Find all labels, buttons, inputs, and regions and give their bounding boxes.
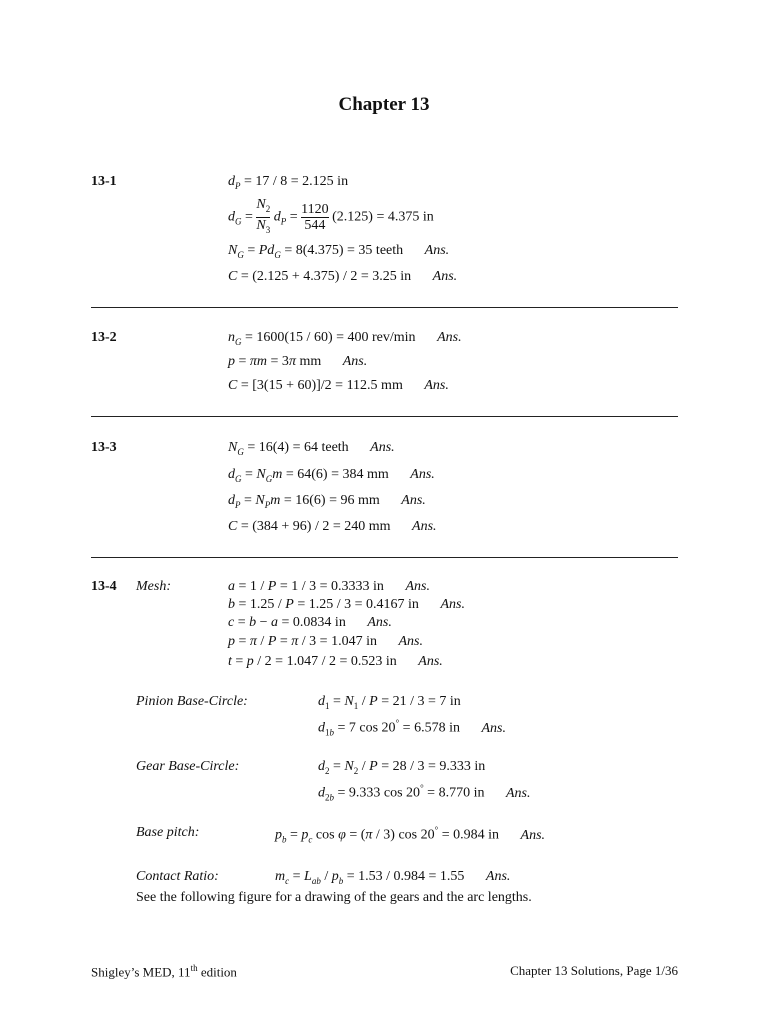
pinion-base-circle-label: Pinion Base-Circle: bbox=[136, 694, 248, 709]
eq-13-1-line-1: $d_P = 17 / 8 = 2.125$ in bbox=[228, 174, 349, 191]
ans-label: Ans. bbox=[424, 378, 449, 393]
divider bbox=[91, 557, 678, 558]
ans-label: Ans. bbox=[367, 615, 392, 630]
ans-label: Ans. bbox=[505, 785, 531, 801]
mesh-label: Mesh: bbox=[136, 579, 171, 594]
eq-13-4-base-pitch: $p_b = p_c$ cos φ = (π / 3) cos 20° = 0.984 in Ans. bbox=[275, 825, 546, 845]
eq-13-4-mesh-line-1: a = 1 / P = 1 / 3 = 0.3333 in Ans. bbox=[228, 579, 430, 594]
eq-13-2-line-3: C = [3(15 + 60)]/2 = 112.5 mm Ans. bbox=[228, 378, 449, 393]
ans-label: Ans. bbox=[405, 579, 430, 594]
eq-13-4-mesh-line-4: p = π / P = π / 3 = 1.047 in Ans. bbox=[228, 634, 423, 649]
eq-13-3-line-1: $N_G = 16(4) = 64$ teeth Ans. bbox=[228, 440, 395, 457]
footer-book: Shigley’s MED, 11 bbox=[91, 964, 191, 980]
figure-note: See the following figure for a drawing of the gears and the arc lengths. bbox=[136, 890, 532, 905]
contact-ratio-label: Contact Ratio: bbox=[136, 869, 219, 884]
divider bbox=[91, 416, 678, 417]
eq-13-4-mesh-line-3: c = b − a = 0.0834 in Ans. bbox=[228, 615, 392, 630]
gear-base-circle-label: Gear Base-Circle: bbox=[136, 759, 240, 774]
eq-13-4-mesh-line-5: t = p / 2 = 1.047 / 2 = 0.523 in Ans. bbox=[228, 654, 443, 669]
ans-label: Ans. bbox=[481, 720, 506, 736]
eq-13-3-line-4: C = (384 + 96) / 2 = 240 mm Ans. bbox=[228, 519, 437, 534]
ans-label: Ans. bbox=[418, 654, 443, 669]
problem-number-13-1: 13-1 bbox=[91, 174, 117, 189]
ans-label: Ans. bbox=[412, 519, 437, 534]
ans-label: Ans. bbox=[437, 330, 462, 345]
ans-label: Ans. bbox=[370, 440, 395, 455]
ans-label: Ans. bbox=[485, 869, 511, 884]
eq-13-4-gear-line-1: $d_2 = N_2 / P = 28 / 3 = 9.333$ in bbox=[318, 759, 486, 776]
eq-13-4-contact-ratio: $m_c = L_{ab} / p_b = 1.53 / 0.984 = 1.55$ Ans. bbox=[275, 869, 511, 886]
ans-label: Ans. bbox=[410, 467, 435, 482]
eq-13-4-pinion-line-1: $d_1 = N_1 / P = 21 / 3 = 7$ in bbox=[318, 694, 461, 711]
ans-label: Ans. bbox=[401, 493, 426, 508]
divider bbox=[91, 307, 678, 308]
eq-13-1-line-3: $N_G = Pd_G = 8(4.375) = 35$ teeth Ans. bbox=[228, 243, 450, 260]
chapter-title: Chapter 13 bbox=[338, 94, 430, 115]
eq-13-2-line-2: p = πm = 3π mm Ans. bbox=[228, 354, 368, 369]
base-pitch-label: Base pitch: bbox=[136, 825, 200, 840]
eq-13-2-line-1: $n_G = 1600(15 / 60) = 400$ rev/min Ans. bbox=[228, 330, 462, 347]
footer-right: Chapter 13 Solutions, Page 1/36 bbox=[510, 963, 678, 978]
footer-edition: edition bbox=[197, 964, 237, 980]
footer-left bbox=[91, 963, 237, 980]
problem-number-13-2: 13-2 bbox=[91, 330, 117, 345]
ans-label: Ans. bbox=[440, 597, 465, 612]
ans-label: Ans. bbox=[424, 243, 450, 258]
eq-13-1-line-2: $d_G$ = $\frac{N_2}{N_3}$ $d_P$ = $\frac{1120}{544}$ (2.125) = 4.375 in bbox=[228, 197, 434, 238]
ans-label: Ans. bbox=[432, 269, 458, 284]
eq-13-4-gear-line-2: $d_{2b} = 9.333$ cos 20° = 8.770 in Ans. bbox=[318, 783, 531, 803]
footer-edition-sup: th bbox=[190, 963, 198, 973]
eq-13-4-pinion-line-2: $d_{1b} = 7$ cos 20° = 6.578 in Ans. bbox=[318, 718, 506, 738]
eq-13-4-mesh-line-2: b = 1.25 / P = 1.25 / 3 = 0.4167 in Ans. bbox=[228, 597, 465, 612]
eq-13-3-line-3: $d_P = N_Pm = 16(6) = 96$ mm Ans. bbox=[228, 493, 426, 510]
ans-label: Ans. bbox=[398, 634, 423, 649]
ans-label: Ans. bbox=[342, 354, 368, 369]
problem-number-13-4: 13-4 bbox=[91, 579, 117, 594]
problem-number-13-3: 13-3 bbox=[91, 440, 117, 455]
eq-13-3-line-2: $d_G = N_Gm = 64(6) = 384$ mm Ans. bbox=[228, 467, 435, 484]
eq-13-1-line-4: C = (2.125 + 4.375) / 2 = 3.25 in Ans. bbox=[228, 269, 458, 284]
ans-label: Ans. bbox=[520, 827, 546, 843]
